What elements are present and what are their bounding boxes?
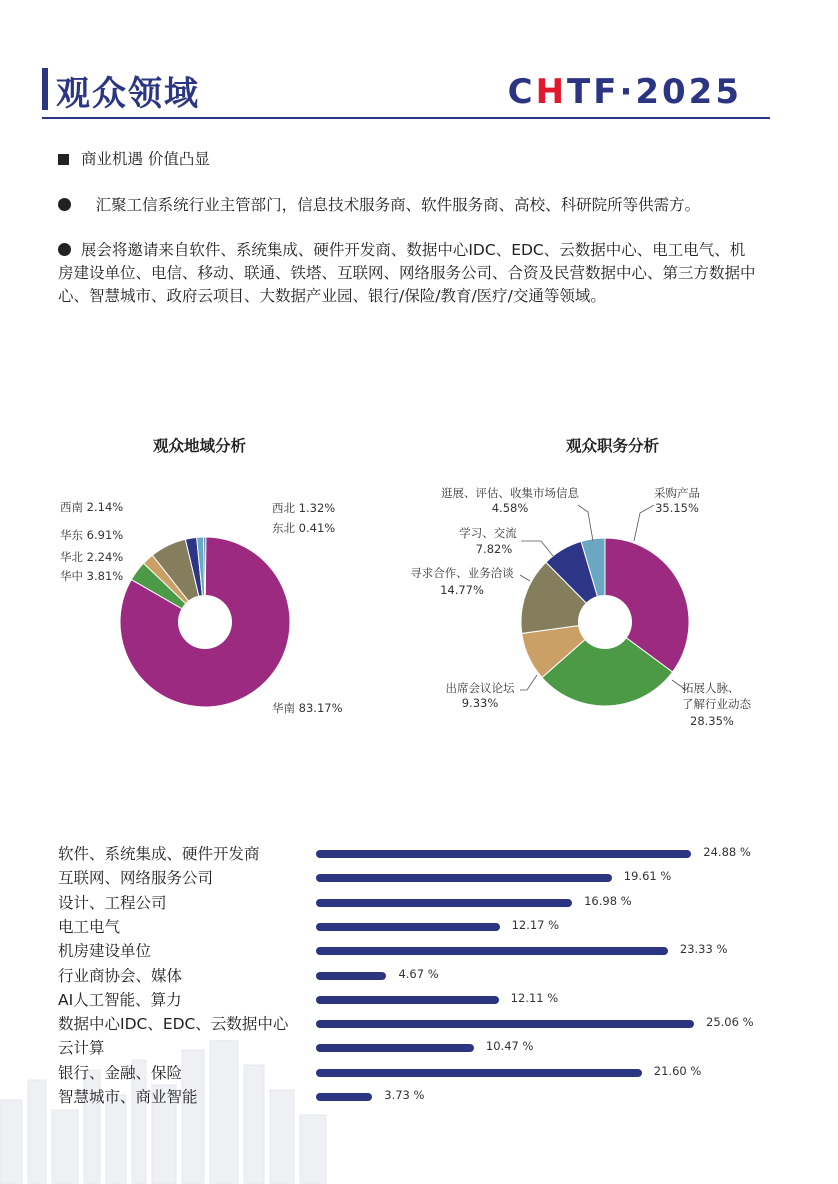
bar-row: [0, 964, 838, 988]
bar-track: [316, 996, 499, 1004]
bar-value-label: 24.88 %: [703, 845, 751, 859]
bar-track: [316, 850, 691, 858]
bar-row: [0, 1085, 838, 1109]
region-label-xinan: 西南 2.14%: [60, 500, 124, 514]
bar: [316, 899, 572, 907]
bar-label: 设计、工程公司: [58, 893, 167, 912]
region-label-huadong: 华东 6.91%: [60, 528, 124, 542]
bar-label: 数据中心IDC、EDC、云数据中心: [58, 1015, 289, 1034]
bar: [316, 850, 691, 858]
bar-value-label: 19.61 %: [623, 869, 672, 884]
bar-track: [316, 1020, 694, 1028]
role-value-tuozhan: 28.35%: [690, 714, 734, 728]
role-pie-chart: [400, 480, 838, 740]
intro-paragraph-2: [58, 239, 758, 308]
bar-label: 互联网、网络服务公司: [58, 869, 214, 888]
intro-paragraph-2-text: 展会将邀请来自软件、系统集成、硬件开发商、数据中心IDC、EDC、云数据中心、电工电气、机房建设单位、电信、移动、联通、铁塔、互联网、网络服务公司、合资及民营数据中心、第三方数据中心、智慧城市、政府云项目、大数据产业园、银行/保险/教育/医疗/交通等领域。: [58, 241, 756, 305]
bar-track: [316, 1093, 372, 1101]
bar: [316, 1093, 372, 1101]
region-label-huazhong: 华中 3.81%: [60, 569, 124, 583]
bar: [316, 1020, 694, 1028]
brand-logo: [508, 72, 742, 112]
bar-row: [0, 1036, 838, 1060]
pie-hole: [578, 595, 632, 649]
bar-track: [316, 874, 612, 882]
bar-label: 机房建设单位: [58, 942, 152, 961]
bar-label: 云计算: [58, 1039, 105, 1058]
region-label-xibei: 西北 1.32%: [272, 501, 336, 515]
role-label-guangzhan: 逛展、评估、收集市场信息: [441, 486, 579, 500]
bar-row: [0, 915, 838, 939]
bar-value-label: 12.17 %: [511, 917, 560, 932]
round-bullet-icon: [58, 243, 71, 256]
brand-h: H: [535, 72, 568, 112]
intro-heading: [58, 148, 778, 171]
role-label-xunqiu: 寻求合作、业务洽谈: [410, 566, 514, 580]
intro-paragraph-1-text: 汇聚工信系统行业主管部门，信息技术服务商、软件服务商、高校、科研院所等供需方。: [95, 196, 701, 214]
bar: [316, 972, 386, 980]
bar-value-label: 21.60 %: [653, 1063, 702, 1078]
bar-value-label: 12.11 %: [510, 990, 559, 1005]
bar-row: [0, 866, 838, 890]
bar-label: 软件、系统集成、硬件开发商: [58, 845, 260, 863]
region-pie-chart: [0, 480, 420, 730]
leader-line-chuxi: [520, 675, 537, 690]
region-pie-hole: [178, 595, 232, 649]
bar-row: [0, 988, 838, 1012]
leader-line-xunqiu: [520, 575, 530, 581]
bar-label: 银行、金融、保险: [58, 1063, 183, 1082]
region-pie-slices: [120, 537, 290, 707]
leader-line-guangzhan: [578, 505, 593, 541]
region-chart-title: 观众地域分析: [153, 437, 247, 455]
round-bullet-icon: [58, 198, 71, 211]
square-bullet-icon: [58, 154, 69, 165]
role-value-chuxi: 9.33%: [461, 696, 499, 710]
bar-value-label: 25.06 %: [706, 1015, 754, 1030]
brand-rest: TF·2025: [567, 72, 742, 112]
bar-label: AI人工智能、算力: [58, 990, 182, 1009]
bar-row: [0, 939, 838, 963]
bar-track: [316, 923, 500, 931]
role-label-chuxi: 出席会议论坛: [445, 681, 515, 695]
role-chart-title: 观众职务分析: [566, 437, 660, 455]
role-label-tuozhan: 拓展人脉、: [682, 681, 740, 695]
role-value-xunqiu: 14.77%: [440, 583, 484, 597]
bar: [316, 1069, 642, 1077]
leader-line-caigou: [634, 505, 654, 541]
bar-value-label: 23.33 %: [679, 942, 728, 957]
bar-track: [316, 972, 386, 980]
bar-value-label: 10.47 %: [485, 1039, 534, 1054]
role-label-tuozhan-2: 了解行业动态: [682, 697, 751, 711]
role-value-xuexi: 7.82%: [475, 542, 513, 556]
bar: [316, 996, 499, 1004]
bar-track: [316, 947, 668, 955]
bar-value-label: 16.98 %: [584, 893, 632, 908]
bar: [316, 874, 612, 882]
bar-row: [0, 1012, 838, 1036]
bar-label: 行业商协会、媒体: [58, 966, 183, 985]
role-label-xuexi: 学习、交流: [459, 526, 517, 540]
role-value-guangzhan: 4.58%: [491, 501, 529, 515]
page-title: 观众领域: [56, 74, 200, 114]
bar-value-label: 4.67 %: [398, 966, 439, 981]
header-divider: [42, 117, 770, 119]
bar: [316, 1044, 474, 1052]
intro-heading-text: 商业机遇 价值凸显: [81, 150, 210, 168]
leader-line-xuexi: [521, 541, 553, 556]
role-value-caigou: 35.15%: [655, 501, 699, 515]
role-label-caigou: 采购产品: [654, 486, 700, 500]
bar: [316, 947, 668, 955]
region-label-dongbei: 东北 0.41%: [272, 521, 336, 535]
bar-value-label: 3.73 %: [384, 1088, 425, 1102]
intro-paragraph-1: [58, 194, 778, 217]
bar-label: 电工电气: [58, 917, 121, 936]
bar-row: [0, 842, 838, 866]
bar-track: [316, 899, 572, 907]
bar-track: [316, 1044, 474, 1052]
region-label-huabei: 华北 2.24%: [60, 550, 124, 564]
region-label-huanan: 华南 83.17%: [272, 701, 343, 715]
bar-label: 智慧城市、商业智能: [58, 1088, 198, 1106]
title-accent-bar: [42, 68, 48, 110]
role-pie-slices: [521, 538, 689, 706]
bar-row: [0, 891, 838, 915]
brand-c: C: [507, 72, 536, 112]
bar-track: [316, 1069, 642, 1077]
bar-row: [0, 1061, 838, 1085]
bar: [316, 923, 500, 931]
